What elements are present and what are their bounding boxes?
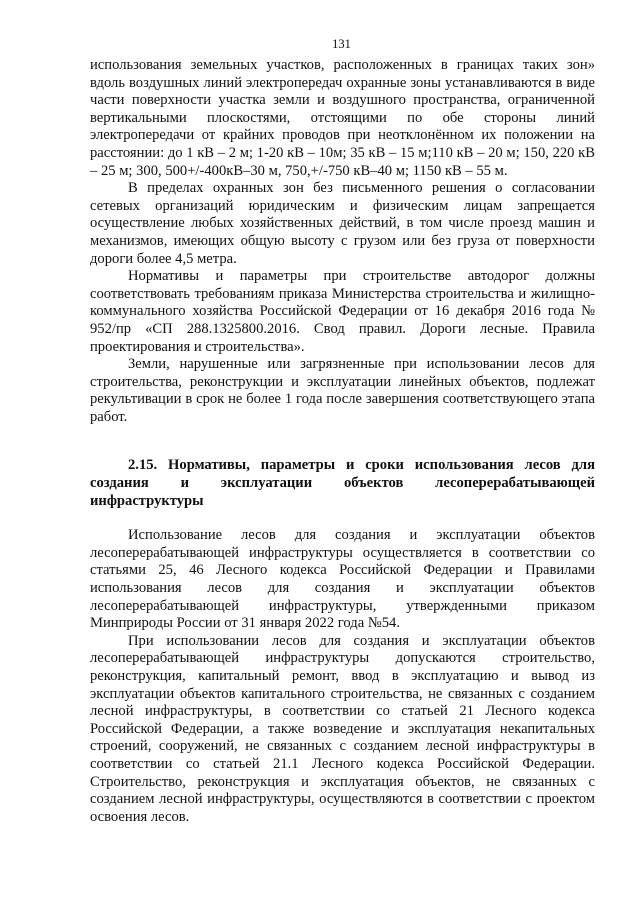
section-spacer: [90, 426, 595, 457]
paragraph-power-line-zones: использования земельных участков, расположенных в границах таких зон» вдоль воздушных линий электропередач охранные зоны устанавливаются в виде части поверхности участка земли и воздушного пространства, ограниченной вертикальными плоскостями, отстоящими по обе стороны линий электропередачи от крайних проводов при неотклонённом их положении на расстоянии: до 1 кВ – 2 м; 1-20 кВ – 10м; 35 кВ – 15 м;110 кВ – 20 м; 150, 220 кВ – 25 м; 300, 500+/-400кВ–30 м, 750,+/-750 кВ–40 м; 1150 кВ – 55 м.: [90, 57, 595, 179]
paragraph-protection-zone-restrictions: В пределах охранных зон без письменного решения о согласовании сетевых организаций юридическим и физическим лицам запрещается осуществление любых хозяйственных действий, в том числе проезд машин и механизмов, имеющих общую высоту с грузом или без груза от поверхности дороги более 4,5 метра.: [90, 180, 595, 267]
heading-spacer: [90, 510, 595, 527]
paragraph-land-recultivation: Земли, нарушенные или загрязненные при использовании лесов для строительства, реконструкции и эксплуатации линейных объектов, подлежат рекультивации в срок не более 1 года после завершения соответствующего этапа работ.: [90, 356, 595, 425]
page-number: 131: [332, 37, 351, 51]
section-heading: 2.15. Нормативы, параметры и сроки использования лесов для создания и эксплуатации объектов лесоперерабатывающей инфраструктуры: [90, 457, 595, 509]
document-page: [90, 36, 595, 826]
paragraph-permitted-construction: При использовании лесов для создания и эксплуатации объектов лесоперерабатывающей инфраструктуры допускаются строительство, реконструкция, капитальный ремонт, ввод в эксплуатацию и вывод из эксплуатации объектов капитального строительства, не связанных с созданием лесной инфраструктуры, в соответствии со статьей 21 Лесного кодекса Российской Федерации, а также возведение и эксплуатация некапитальных строений, сооружений, не связанных с созданием лесной инфраструктуры в соответствии со статьей 21.1 Лесного кодекса Российской Федерации. Строительство, реконструкция и эксплуатация объектов, не связанных с созданием лесной инфраструктуры, осуществляются в соответствии с проектом освоения лесов.: [90, 632, 595, 825]
paragraph-forest-use-basis: Использование лесов для создания и эксплуатации объектов лесоперерабатывающей инфраструктуры осуществляется в соответствии со статьями 25, 46 Лесного кодекса Российской Федерации и Правилами использования лесов для создания и эксплуатации объектов лесоперерабатывающей инфраструктуры, утвержденными приказом Минприроды России от 31 января 2022 года №54.: [90, 527, 595, 632]
paragraph-road-construction-norms: Нормативы и параметры при строительстве автодорог должны соответствовать требованиям приказа Министерства строительства и жилищно-коммунального хозяйства Российской Федерации от 16 декабря 2016 года № 952/пр «СП 288.1325800.2016. Свод правил. Дороги лесные. Правила проектирования и строительства».: [90, 268, 595, 355]
